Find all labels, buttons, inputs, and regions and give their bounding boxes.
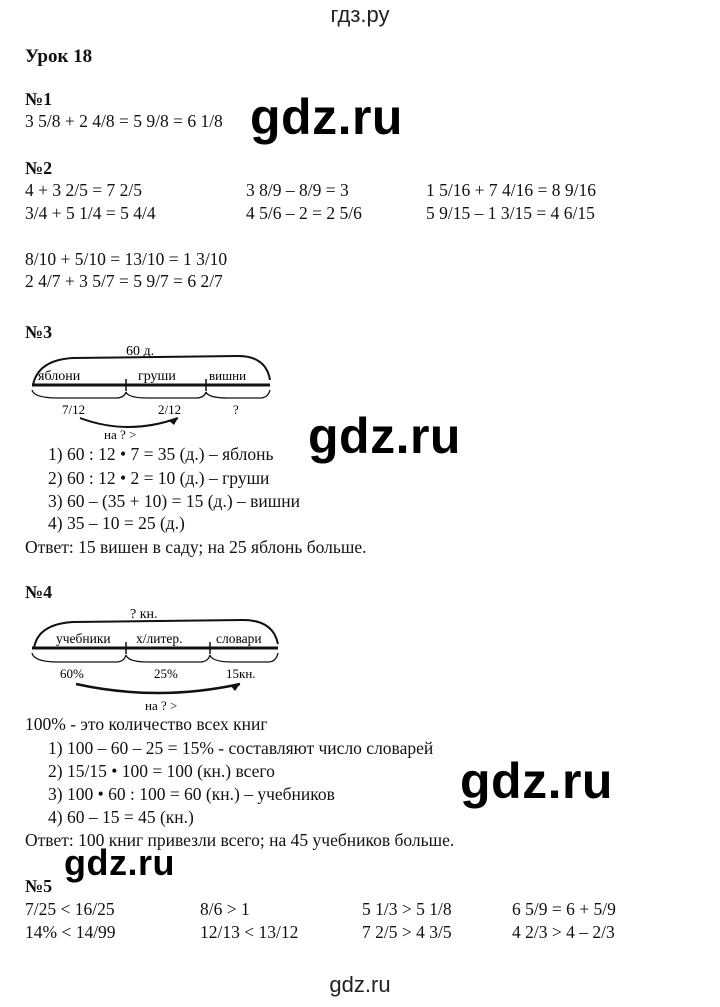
total-label: ? кн. <box>130 607 158 622</box>
task-3-segment-diagram <box>28 340 278 444</box>
task-3-step: 1) 60 : 12 • 7 = 35 (д.) – яблонь <box>48 444 274 464</box>
task-2-cell: 4 5/6 – 2 = 2 5/6 <box>246 203 362 223</box>
task-5-cell: 4 2/3 > 4 – 2/3 <box>512 922 615 942</box>
task-5-cell: 7/25 < 16/25 <box>25 899 115 919</box>
compare-label: на ? > <box>104 427 137 442</box>
task-4-answer: Ответ: 100 книг привезли всего; на 45 учебников больше. <box>25 830 455 850</box>
watermark: gdz.ru <box>308 408 461 464</box>
task-4-step: 2) 15/15 • 100 = 100 (кн.) всего <box>48 761 275 781</box>
task-2-cell: 4 + 3 2/5 = 7 2/5 <box>25 180 142 200</box>
watermark: gdz.ru <box>460 753 613 809</box>
fraction-label: 7/12 <box>62 402 86 417</box>
fraction-label: 25% <box>154 666 178 681</box>
fraction-label: 60% <box>60 666 84 681</box>
part-brace <box>32 390 126 398</box>
lesson-title: Урок 18 <box>25 46 93 67</box>
task-4-title: №4 <box>25 582 53 602</box>
part-label: х/литер. <box>136 631 183 646</box>
task-2-cell: 5 9/15 – 1 3/15 = 4 6/15 <box>426 203 595 223</box>
part-label: вишни <box>209 368 247 383</box>
task-1-title: №1 <box>25 89 53 109</box>
site-header: гдз.ру <box>330 2 390 27</box>
task-2-cell: 1 5/16 + 7 4/16 = 8 9/16 <box>426 180 596 200</box>
compare-arrow <box>76 684 240 693</box>
task-3-step: 3) 60 – (35 + 10) = 15 (д.) – вишни <box>48 491 300 511</box>
task-2-extra-line: 8/10 + 5/10 = 13/10 = 1 3/10 <box>25 249 228 269</box>
watermark: gdz.ru <box>250 89 403 145</box>
part-brace <box>206 390 270 398</box>
compare-label: на ? > <box>145 698 178 713</box>
task-2-extra-line: 2 4/7 + 3 5/7 = 5 9/7 = 6 2/7 <box>25 271 223 291</box>
task-5-cell: 12/13 < 13/12 <box>200 922 299 942</box>
task-5-cell: 14% < 14/99 <box>25 922 116 942</box>
part-label: груши <box>138 369 176 384</box>
total-label: 60 д. <box>126 344 155 359</box>
site-footer: gdz.ru <box>329 972 391 997</box>
compare-arrow <box>80 418 178 427</box>
task-5-title: №5 <box>25 876 53 896</box>
part-brace <box>126 655 210 662</box>
part-label: словари <box>216 631 262 646</box>
part-brace <box>126 392 206 398</box>
task-4-step: 4) 60 – 15 = 45 (кн.) <box>48 807 194 827</box>
task-2-cell: 3/4 + 5 1/4 = 5 4/4 <box>25 203 156 223</box>
part-brace <box>210 653 278 662</box>
fraction-label: 15кн. <box>226 666 256 681</box>
task-2-title: №2 <box>25 158 53 178</box>
task-3-step: 4) 35 – 10 = 25 (д.) <box>48 513 185 533</box>
task-5-cell: 8/6 > 1 <box>200 899 250 919</box>
task-3-answer: Ответ: 15 вишен в саду; на 25 яблонь больше. <box>25 537 367 557</box>
task-4-intro: 100% - это количество всех книг <box>25 714 268 734</box>
task-4-step: 1) 100 – 60 – 25 = 15% - составляют число словарей <box>48 738 434 758</box>
part-label: учебники <box>56 631 111 646</box>
task-5-cell: 7 2/5 > 4 3/5 <box>362 922 452 942</box>
task-5-cell: 6 5/9 = 6 + 5/9 <box>512 899 616 919</box>
fraction-label: 2/12 <box>158 402 182 417</box>
task-4-step: 3) 100 • 60 : 100 = 60 (кн.) – учебников <box>48 784 335 804</box>
task-3-title: №3 <box>25 322 53 342</box>
part-label: яблони <box>38 369 81 384</box>
task-3-step: 2) 60 : 12 • 2 = 10 (д.) – груши <box>48 468 270 488</box>
fraction-label: ? <box>233 402 239 417</box>
arrow-head <box>230 684 240 691</box>
task-4-segment-diagram <box>28 602 288 714</box>
task-2-cell: 3 8/9 – 8/9 = 3 <box>246 180 349 200</box>
part-brace <box>32 653 126 662</box>
task-5-cell: 5 1/3 > 5 1/8 <box>362 899 452 919</box>
watermark: gdz.ru <box>64 842 175 883</box>
task-1-line: 3 5/8 + 2 4/8 = 5 9/8 = 6 1/8 <box>25 111 223 131</box>
